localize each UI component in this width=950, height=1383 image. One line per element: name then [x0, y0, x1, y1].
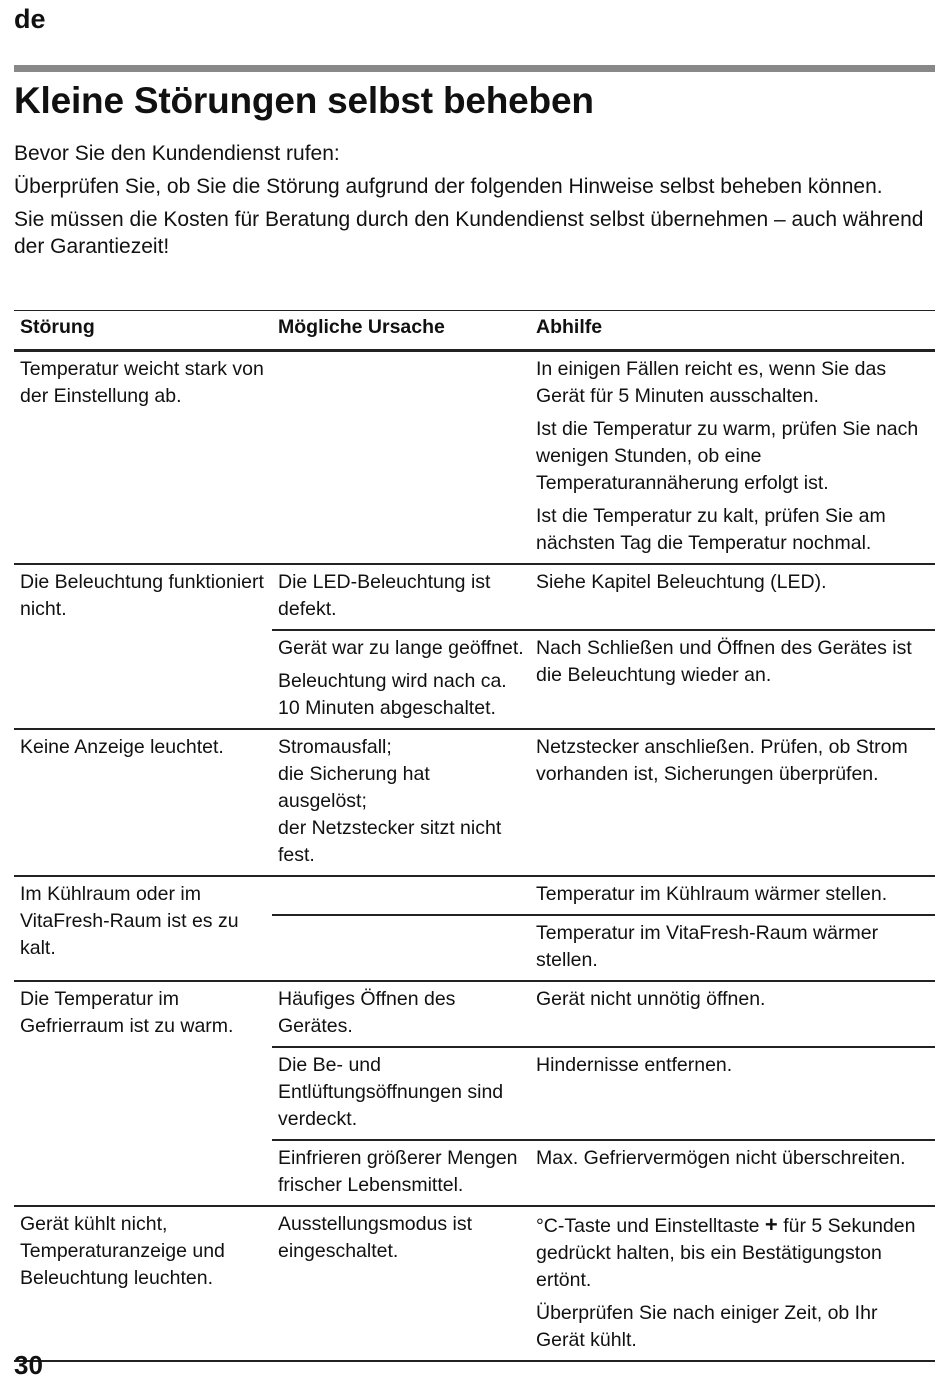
cause-cell [272, 915, 530, 981]
remedy-text: In einigen Fällen reicht es, wenn Sie das Gerät für 5 Minuten ausschalten. [536, 358, 887, 407]
troubleshooting-table [14, 310, 935, 1362]
intro-paragraph: Überprüfen Sie, ob Sie die Störung aufgrund der folgenden Hinweise selbst beheben können. [14, 175, 883, 198]
cause-cell [272, 876, 530, 915]
table-header-row [14, 311, 935, 351]
intro-paragraph: Bevor Sie den Kundendienst rufen: [14, 142, 340, 165]
fault-cell: Die Temperatur im Gefrierraum ist zu warm. [14, 981, 272, 1206]
page-title: Kleine Störungen selbst beheben [14, 80, 594, 121]
cause-cell [272, 630, 530, 729]
remedy-cell: Max. Gefriervermögen nicht überschreiten. [530, 1140, 935, 1206]
remedy-text-pre: °C-Taste und Einstelltaste [536, 1215, 760, 1237]
table-row [14, 876, 935, 915]
table-row [14, 729, 935, 876]
fault-cell: Im Kühlraum oder im VitaFresh-Raum ist es zu kalt. [14, 876, 272, 981]
cause-line: Stromausfall; [278, 736, 392, 758]
remedy-cell [530, 1206, 935, 1361]
remedy-cell: Temperatur im Kühlraum wärmer stellen. [530, 876, 935, 915]
cause-text: Gerät war zu lange geöffnet. [278, 637, 524, 659]
cause-cell [272, 729, 530, 876]
fault-cell: Keine Anzeige leuchtet. [14, 729, 272, 876]
remedy-text: Ist die Temperatur zu kalt, prüfen Sie am nächsten Tag die Temperatur nochmal. [536, 505, 886, 554]
remedy-cell: Nach Schließen und Öffnen des Gerätes ist die Beleuchtung wieder an. [530, 630, 935, 729]
remedy-cell: Siehe Kapitel Beleuchtung (LED). [530, 564, 935, 630]
header-fault: Störung [14, 311, 272, 351]
language-code: de [14, 4, 46, 34]
remedy-cell: Temperatur im VitaFresh-Raum wärmer stellen. [530, 915, 935, 981]
remedy-text: Überprüfen Sie nach einiger Zeit, ob Ihr Gerät kühlt. [536, 1302, 878, 1351]
cause-cell: Die Be- und Entlüftungsöffnungen sind verdeckt. [272, 1047, 530, 1140]
intro-paragraph: Sie müssen die Kosten für Beratung durch den Kundendienst selbst übernehmen – auch während der Garantiezeit! [14, 208, 924, 258]
cause-cell [272, 351, 530, 565]
header-remedy: Abhilfe [530, 311, 935, 351]
cause-line: die Sicherung hat ausgelöst; [278, 763, 430, 812]
cause-text: Beleuchtung wird nach ca. 10 Minuten abgeschaltet. [278, 670, 507, 719]
page-number: 30 [14, 1350, 43, 1380]
plus-icon: + [764, 1212, 778, 1237]
fault-cell: Die Beleuchtung funktioniert nicht. [14, 564, 272, 729]
header-cause: Mögliche Ursache [272, 311, 530, 351]
remedy-text: Ist die Temperatur zu warm, prüfen Sie nach wenigen Stunden, ob eine Temperaturannäherung erfolgt ist. [536, 418, 919, 494]
table-row [14, 1206, 935, 1361]
remedy-text [536, 1211, 929, 1294]
remedy-cell: Gerät nicht unnötig öffnen. [530, 981, 935, 1047]
table-row [14, 351, 935, 565]
remedy-cell: Netzstecker anschließen. Prüfen, ob Strom vorhanden ist, Sicherungen überprüfen. [530, 729, 935, 876]
fault-cell: Temperatur weicht stark von der Einstellung ab. [20, 358, 264, 407]
remedy-text-post: für 5 Sekunden gedrückt halten, bis ein Bestätigungston ertönt. [536, 1215, 916, 1291]
table-row [14, 564, 935, 630]
remedy-cell: Hindernisse entfernen. [530, 1047, 935, 1140]
fault-cell: Gerät kühlt nicht, Temperaturanzeige und Beleuchtung leuchten. [14, 1206, 272, 1361]
remedy-cell [530, 351, 935, 565]
cause-line: der Netzstecker sitzt nicht fest. [278, 817, 502, 866]
cause-cell: Häufiges Öffnen des Gerätes. [272, 981, 530, 1047]
table-row [14, 981, 935, 1047]
cause-cell: Ausstellungsmodus ist eingeschaltet. [272, 1206, 530, 1361]
cause-cell: Die LED-Beleuchtung ist defekt. [272, 564, 530, 630]
intro-text [14, 140, 935, 266]
header-rule [14, 65, 935, 72]
cause-cell: Einfrieren größerer Mengen frischer Lebensmittel. [272, 1140, 530, 1206]
